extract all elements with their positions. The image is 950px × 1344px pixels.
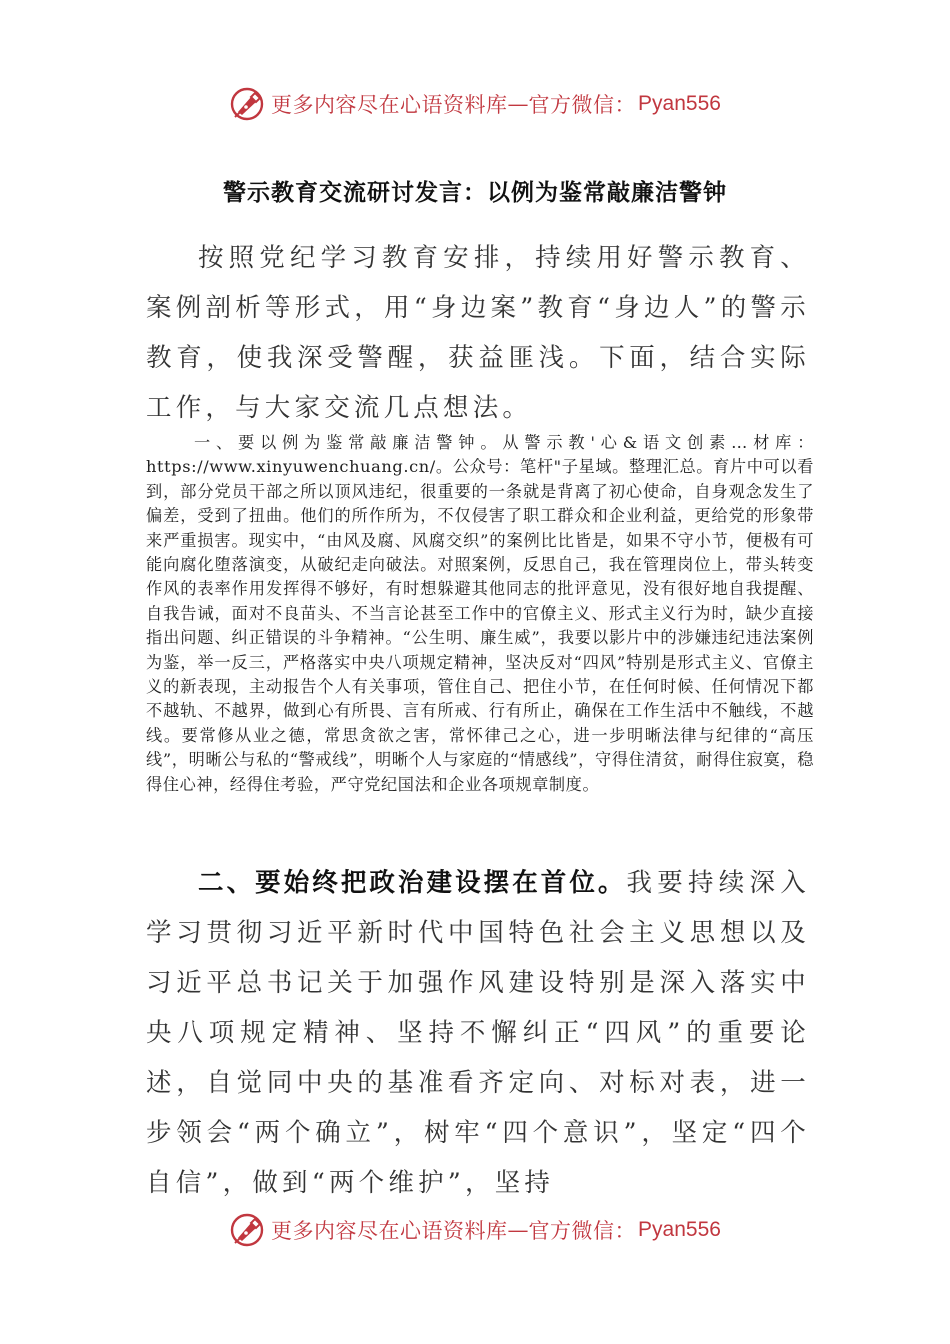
section-2-body: 我要持续深入学习贯彻习近平新时代中国特色社会主义思想以及习近平总书记关于加强作风建设特别是深入落实中央八项规定精神、坚持不懈纠正“四风”的重要论述，自觉同中央的基准看齐定向、对标对表，进一步领会“两个确立”，树牢“四个意识”，坚定“四个自信”，做到“两个维护”，坚持 bbox=[146, 868, 810, 1198]
banner-label: 官方微信： bbox=[528, 93, 637, 117]
banner-text: 更多内容尽在心语资料库 bbox=[271, 93, 508, 117]
document-title: 警示教育交流研讨发言：以例为鉴常敲廉洁警钟 bbox=[223, 180, 727, 206]
banner-wechat-id: Pyan556 bbox=[638, 1218, 721, 1241]
banner-separator: — bbox=[507, 92, 529, 116]
banner-separator: — bbox=[507, 1218, 529, 1242]
header-banner bbox=[0, 84, 950, 124]
fountain-pen-nib-icon bbox=[229, 1212, 265, 1248]
fountain-pen-nib-icon bbox=[229, 86, 265, 122]
intro-paragraph: 按照党纪学习教育安排，持续用好警示教育、案例剖析等形式，用“身边案”教育“身边人”的警示教育，使我深受警醒，获益匪浅。下面，结合实际工作，与大家交流几点想法。 bbox=[146, 243, 810, 423]
section-2-paragraph bbox=[146, 858, 810, 1208]
footer-banner bbox=[0, 1210, 950, 1250]
banner-label: 官方微信： bbox=[528, 1219, 637, 1243]
section-2-heading: 二、要始终把政治建设摆在首位。 bbox=[198, 868, 627, 898]
banner-wechat-id: Pyan556 bbox=[638, 92, 721, 115]
banner-text: 更多内容尽在心语资料库 bbox=[271, 1219, 508, 1243]
section-1-paragraph: 一、要以例为鉴常敲廉洁警钟。从警示教'心&语文创素…材库：https://www.xinyuwenchuang.cn/。公众号：笔杆"子星域。整理汇总。育片中可以看到，部分党员干部之所以顶风违纪，很重要的一条就是背离了初心使命，自身观念发生了偏差，受到了扭曲。他们的所作所为，不仅侵害了职工群众和企业利益，更给党的形象带来严重损害。现实中，“由风及腐、风腐交织”的案例比比皆是，如果不守小节，便极有可能向腐化堕落演变，从破纪走向破法。对照案例，反思自己，我在管理岗位上，带头转变作风的表率作用发挥得不够好，有时想躲避其他同志的批评意见，没有很好地自我提醒、自我告诫，面对不良苗头、不当言论甚至工作中的官僚主义、形式主义行为时，缺少直接指出问题、纠正错误的斗争精神。“公生明、廉生威”，我要以影片中的涉嫌违纪违法案例为鉴，举一反三，严格落实中央八项规定精神，坚决反对“四风”特别是形式主义、官僚主义的新表现，主动报告个人有关事项，管住自己、把住小节，在任何时候、任何情况下都不越轨、不越界，做到心有所畏、言有所戒、行有所止，确保在工作生活中不触线，不越线。要常修从业之德，常思贪欲之害，常怀律己之心，进一步明晰法律与纪律的“高压线”，明晰公与私的“警戒线”，明晰个人与家庭的“情感线”，守得住清贫，耐得住寂寞，稳得住心神，经得住考验，严守党纪国法和企业各项规章制度。 bbox=[146, 433, 814, 794]
